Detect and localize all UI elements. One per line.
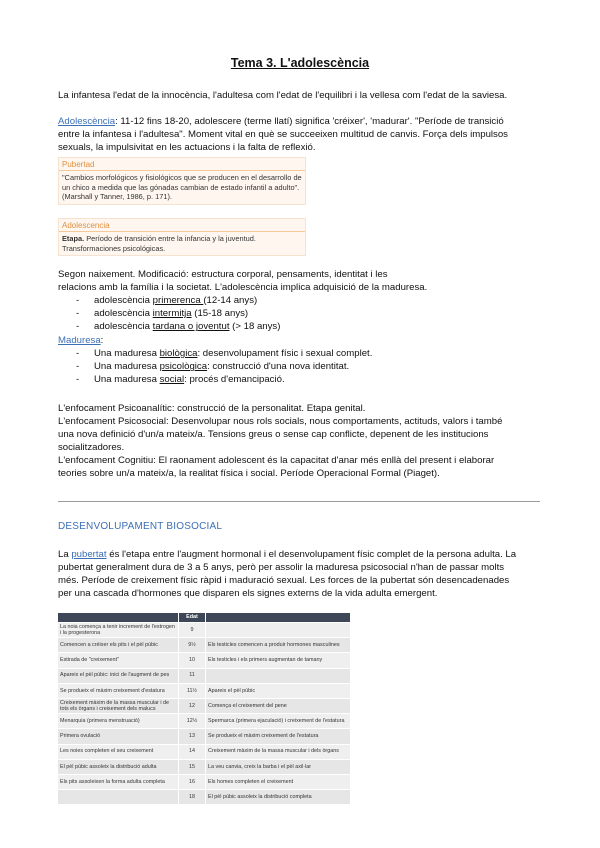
table-row: La noia comença a tenir increment de l'estrogen i la progesterona 9 [58, 623, 350, 638]
maduresa-link[interactable]: Maduresa [58, 335, 101, 346]
table-row: Els pits assoleixen la forma adulta completa 16 Els homes completen el creixement [58, 774, 350, 789]
segon-naixement: Segon naixement. Modificació: estructura corporal, pensaments, identitat i les relacions amb la família i la societat. L'adolescència implica adquisició de la maduresa. [58, 269, 428, 293]
table-row: Creixement màxim de la massa muscular i de tots els òrgans i creixement dels malucs 12 Comença el creixement del pene [58, 698, 350, 713]
table-row: Estirada de "creixement" 10 Els testicles i els primers augmentan de tamany [58, 653, 350, 668]
puberty-timeline-table [58, 613, 350, 805]
page-title: Tema 3. L'adolescència [230, 56, 370, 70]
pubertat-link[interactable]: pubertat [71, 549, 107, 560]
section-divider [58, 501, 540, 502]
pubertat-paragraph: La pubertat és l'etapa entre l'augment hormonal i el desenvolupament físic complet de la persona adulta. La pubertat generalment dura de 3 a 5 anys, però per assolir la maduresa psicosocial n'han de passar molts més. Període de creixement físic ràpid i maduració sexual. Les forces de la pubertat són desencadenades per una cascada d'hormones que disparen els signes externs de la vida adulta emergent. [58, 549, 517, 599]
list-item: - adolescència primerenca (12-14 anys) [58, 294, 548, 307]
table-header: Edat [58, 613, 350, 623]
adolescencia-box-text: Etapa. Período de transición entre la infancia y la juventud. Transformaciones psicológicas. [62, 234, 256, 253]
list-item: - Una maduresa social: procés d'emancipació. [58, 373, 548, 386]
table-row: Menarquia (primera menstruació) 12½ Spermarca (primera ejaculació) i creixement de l'estatura [58, 714, 350, 729]
table-row: Primera ovulació 13 Se produeix el màxim creixement de l'estatura [58, 729, 350, 744]
list-item: - adolescència intermitja (15-18 anys) [58, 307, 548, 320]
enfocaments-block: L'enfocament Psicoanalític: construcció de la personalitat. Etapa genital. L'enfocament Psicosocial: Desenvolupar nous rols socials, nous comportaments, actituds, valors i també una nova definició d'un/a mateix/a. Tensions greus o sense cap conflicte, depenent de les institucions socialitzadores. L'enfocament Cognitiu: El raonament adolescent és la capacitat d'anar més enllà del present i elaborar teories sobre un/a mateix/a, la realitat física i social. Període Operacional Formal (Piaget). [58, 403, 503, 479]
table-row: Les noies completen el seu creixement 14 Creixement màxim de la massa muscular i dels òrgans [58, 744, 350, 759]
intro-paragraph: La infantesa l'edat de la innocència, l'adultesa com l'edat de l'equilibri i la vellesa com l'edat de la saviesa. [58, 90, 508, 101]
list-item: - Una maduresa biològica: desenvolupament físic i sexual complet. [58, 347, 548, 360]
table-row: 18 El pèl púbic assoleix la distribució completa [58, 790, 350, 805]
pubertad-heading: Pubertad [59, 158, 305, 171]
table-row: El pèl púbic assoleix la distribució adulta 15 La veu canvia, creix la barba i el pèl axil·lar [58, 759, 350, 774]
adolescencia-quote-box [58, 218, 306, 256]
adolescencia-link[interactable]: Adolescència [58, 116, 116, 127]
section-heading: DESENVOLUPAMENT BIOSOCIAL [58, 521, 223, 532]
adolescencia-definition: Adolescència: 11-12 fins 18-20, adolescere (terme llatí) significa 'créixer', 'madurar'. "Període de transició entre la infantesa i l'adultesa". Moment vital en què se succeeixen multitud de canvis. Força dels impulsos sexuals, la impulsivitat en les actuacions i la falta de reflexió. [58, 116, 508, 153]
table-row: Se produeix el màxim creixement d'estatura 11½ Apareix el pèl púbic [58, 683, 350, 698]
maduresa-list [58, 347, 548, 387]
list-item: - adolescència tardana o joventut (> 18 anys) [58, 320, 548, 333]
pubertad-quote-box [58, 157, 306, 205]
table-row: Apareix el pèl púbic: inici de l'augment de pes 11 [58, 668, 350, 683]
pubertad-text: "Cambios morfológicos y fisiológicos que se producen en el desarrollo de un chico a medida que las gónadas cambian de estado infantil a adulto". (Marshall y Tanner, 1986, p. 171). [62, 173, 302, 202]
stages-list [58, 294, 548, 334]
list-item: - Una maduresa psicològica: construcció d'una nova identitat. [58, 360, 548, 373]
table-row: Comencen a créixer els pits i el pèl púbic 9½ Els testicles comencen a produir hormones masculines [58, 638, 350, 653]
adolescencia-box-heading: Adolescencia [59, 219, 305, 232]
maduresa-heading: Maduresa: [58, 335, 104, 346]
